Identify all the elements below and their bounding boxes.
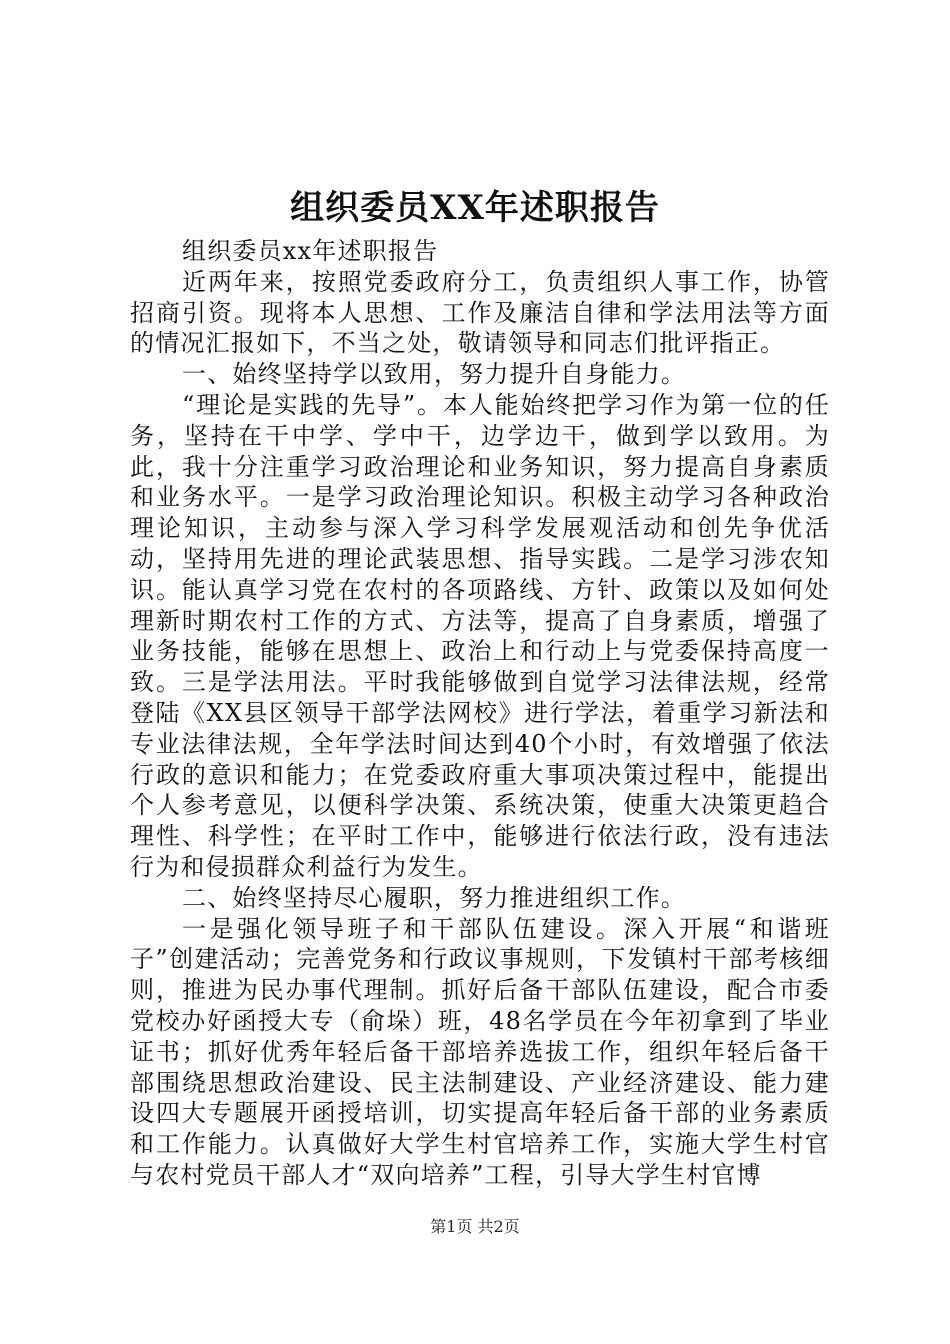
paragraph-study: “理论是实践的先导”。本人能始终把学习作为第一位的任务，坚持在干中学、学中干，边学边干，做到学以致用。为此，我十分注重学习政治理论和业务知识，努力提高自身素质和业务水平。一是学习政治理论知识。积极主动学习各种政治理论知识，主动参与深入学习科学发展观活动和创先争优活动，坚持用先进的理论武装思想、指导实践。二是学习涉农知识。能认真学习党在农村的各项路线、方针、政策以及如何处理新时期农村工作的方式、方法等，提高了自身素质，增强了业务技能，能够在思想上、政治上和行动上与党委保持高度一致。三是学法用法。平时我能够做到自觉学习法律法规，经常登陆《XX县区领导干部学法网校》进行学法，着重学习新法和专业法律法规，全年学法时间达到40个小时，有效增强了依法行政的意识和能力；在党委政府重大事项决策过程中，能提出个人参考意见，以便科学决策、系统决策，使重大决策更趋合理性、科学性；在平时工作中，能够进行依法行政，没有违法行为和侵损群众利益行为发生。 bbox=[130, 390, 830, 881]
section-heading-1: 一、始终坚持学以致用，努力提升自身能力。 bbox=[182, 360, 686, 389]
paragraph-intro: 近两年来，按照党委政府分工，负责组织人事工作，协管招商引资。现将本人思想、工作及廉洁自律和学法用法等方面的情况汇报如下，不当之处，敬请领导和同志们批评指正。 bbox=[130, 267, 830, 358]
document-title: 组织委员XX年述职报告 bbox=[290, 188, 660, 228]
paragraph-subtitle: 组织委员xx年述职报告 bbox=[182, 237, 439, 265]
document-body bbox=[130, 236, 830, 1191]
page-number: 第1页 共2页 bbox=[430, 1217, 520, 1236]
section-heading-2: 二、始终坚持尽心履职，努力推进组织工作。 bbox=[182, 883, 686, 912]
paragraph-team-building: 一是强化领导班子和干部队伍建设。深入开展“和谐班子”创建活动；完善党务和行政议事规则，下发镇村干部考核细则，推进为民办事代理制。抓好后备干部队伍建设，配合市委党校办好函授大专（俞垛）班，48名学员在今年初拿到了毕业证书；抓好优秀年轻后备干部培养选拔工作，组织年轻后备干部围绕思想政治建设、民主法制建设、产业经济建设、能力建设四大专题展开函授培训，切实提高年轻后备干部的业务素质和工作能力。认真做好大学生村官培养工作，实施大学生村官与农村党员干部人才“双向培养”工程，引导大学生村官博 bbox=[130, 914, 830, 1189]
